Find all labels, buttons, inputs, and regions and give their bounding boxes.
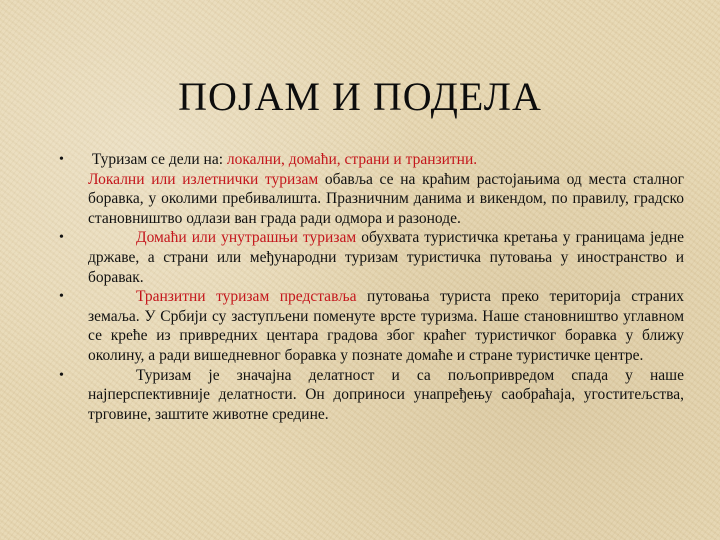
intro-highlight: локални, домаћи, страни и транзитни. [226,151,478,168]
paragraph-1-text: обавља се на краћим растојањима од места сталног боравка, у околими пребивалишта. Празничним данима и викендом, по правилу, градско становништво одлази ван града ради одмора и разоноде. [88,170,685,227]
bullet-icon: • [59,289,64,305]
paragraph-3-text: путовања туриста преко територија страних земаља. У Србији су заступљени поменуте врсте туризма. Наше становништво углавном се креће из привредних центара градова због краћег туристичког боравка у ближу околину, а ради вишедневног боравка у познате домаће и стране туристичке центре. [88,288,685,364]
bullet-icon: • [59,152,64,167]
paragraph-4-text: Туризам је значајна делатност и са пољопривредом спада у наше најперспективније делатности. Он доприноси унапређењу саобраћаја, угоститељства, трговине, заштите животне средине. [88,366,684,423]
bullet-icon: • [59,230,64,246]
paragraph-3 [56,287,684,365]
highlight-transit-tourism: Транзитни туризам представља [136,288,357,306]
paragraph-2-text: обухвата туристичка кретања у границама једне државе, а страни или међународни туризам туристичка путовања у иностранство и боравак. [88,229,685,286]
paragraph-1-intro [88,150,684,170]
highlight-local-tourism: Локални или излетнички туризам [88,170,319,188]
paragraph-2 [56,228,684,287]
highlight-domestic-tourism: Домаћи или унутрашњи туризам [136,229,357,247]
paragraph-4 [56,366,684,425]
slide-title: ПОЈАМ И ПОДЕЛА [178,74,542,119]
bullet-icon: • [59,367,64,383]
paragraph-1 [56,150,684,228]
content-body [56,150,684,424]
intro-text: Туризам се дели на: [91,151,227,168]
